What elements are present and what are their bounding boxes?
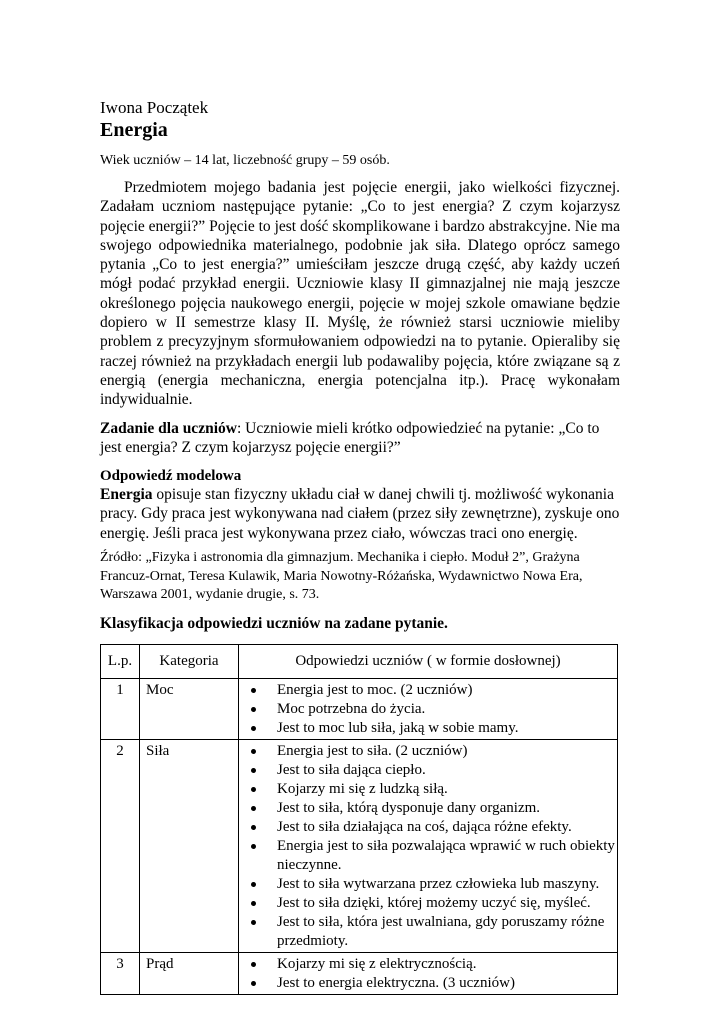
answers-list [247,681,617,738]
header-lp: L.p. [101,644,140,678]
table-row [101,952,618,994]
answer-item: Energia jest to moc. (2 uczniów) [247,681,617,700]
row-category: Prąd [140,952,239,994]
task-text: : Uczniowie mieli krótko odpowiedzieć na pytanie: „Co to jest energia? Z czym kojarzysz pojęcie energii?” [100,419,600,456]
row-category: Siła [140,739,239,952]
answer-item: Jest to siła dzięki, której możemy uczyć się, myśleć. [247,894,617,913]
answers-list [247,955,617,993]
document-title: Energia [100,119,168,141]
answer-item: Kojarzy mi się z ludzką siłą. [247,780,617,799]
header-answers: Odpowiedzi uczniów ( w formie dosłownej) [239,644,618,678]
answer-item: Jest to siła działająca na coś, dająca różne efekty. [247,818,617,837]
answer-item: Jest to moc lub siła, jaką w sobie mamy. [247,719,617,738]
row-answers [239,678,618,739]
intro-paragraph: Przedmiotem mojego badania jest pojęcie energii, jako wielkości fizycznej. Zadałam uczniom następujące pytanie: „Co to jest energia? Z czym kojarzysz pojęcie energii?” Pojęcie to jest dość skomplikowane i bardzo abstrakcyjne. Nie ma swojego odpowiednika materialnego, podobnie jak siła. Dlatego oprócz samego pytania „Co to jest energia?” umieściłam jeszcze drugą część, aby każdy uczeń mógł podać przykład energii. Uczniowie klasy II gimnazjalnej nie mają jeszcze określonego pojęcia naukowego energii, pojęcie w mojej szkole omawiane będzie dopiero w II semestrze klasy II. Myślę, że również starsi uczniowie mieliby problem z precyzyjnym sformułowaniem odpowiedzi na to pytanie. Opieraliby się raczej również na przykładach energii lub podawaliby pojęcia, które związane są z energią (energia mechaniczna, energia potencjalna itp.). Pracę wykonałam indywidualnie. [100,179,620,409]
answer-item: Jest to siła, którą dysponuje dany organizm. [247,799,617,818]
author-name: Iwona Początek [100,98,209,117]
group-info: Wiek uczniów – 14 lat, liczebność grupy – 59 osób. [100,153,390,168]
answer-item: Kojarzy mi się z elektrycznością. [247,955,617,974]
answer-item: Energia jest to siła. (2 uczniów) [247,742,617,761]
answer-item: Energia jest to siła pozwalająca wprawić w ruch obiekty nieczynne. [247,837,617,875]
model-answer-paragraph [100,485,620,543]
answer-item: Jest to energia elektryczna. (3 uczniów) [247,974,617,993]
task-label: Zadanie dla uczniów [100,419,237,437]
answers-list [247,742,617,951]
answer-item: Jest to siła wytwarzana przez człowieka lub maszyny. [247,875,617,894]
row-number: 2 [101,739,140,952]
table-header-row [101,644,618,678]
model-answer-text: opisuje stan fizyczny układu ciał w danej chwili tj. możliwość wykonania pracy. Gdy praca jest wykonywana nad ciałem (przez siły zewnętrzne), zyskuje ono energię. Jeśli praca jest wykonywana przez ciało, wówczas traci ono energię. [100,486,620,542]
task-paragraph [100,419,620,458]
row-answers [239,952,618,994]
document-page [100,98,620,995]
classification-heading: Klasyfikacja odpowiedzi uczniów na zadane pytanie. [100,614,448,632]
row-number: 1 [101,678,140,739]
table-row [101,678,618,739]
model-answer-heading: Odpowiedź modelowa [100,468,242,485]
answer-item: Moc potrzebna do życia. [247,700,617,719]
source-citation: Źródło: „Fizyka i astronomia dla gimnazjum. Mechanika i ciepło. Moduł 2”, Grażyna Francuz-Ornat, Teresa Kulawik, Maria Nowotny-Różańska, Wydawnictwo Nowa Era, Warszawa 2001, wydanie drugie, s. 73. [100,550,583,603]
answer-item: Jest to siła dająca ciepło. [247,761,617,780]
answer-item: Jest to siła, która jest uwalniana, gdy poruszamy różne przedmioty. [247,913,617,951]
row-number: 3 [101,952,140,994]
classification-table [100,644,618,995]
header-category: Kategoria [140,644,239,678]
model-answer-term: Energia [100,486,153,504]
row-category: Moc [140,678,239,739]
table-row [101,739,618,952]
row-answers [239,739,618,952]
